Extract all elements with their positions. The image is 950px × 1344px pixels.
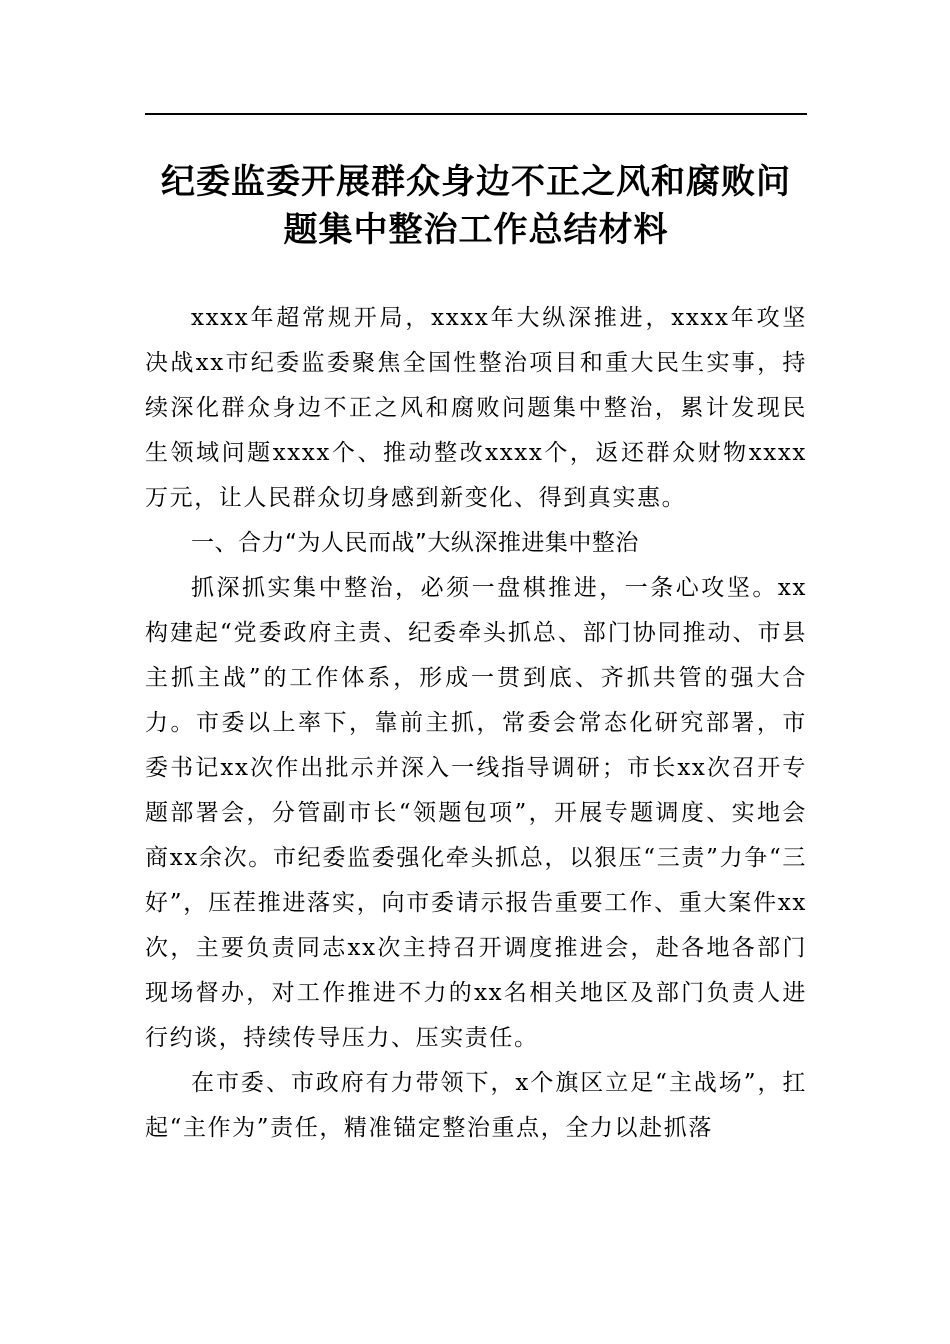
document-title [145, 158, 807, 254]
title-line-1: 纪委监委开展群众身边不正之风和腐败问 [161, 162, 791, 202]
section-1-paragraph-1: 抓深抓实集中整治，必须一盘棋推进，一条心攻坚。xx构建起“党委政府主责、纪委牵头抓总、部门协同推动、市县主抓主战”的工作体系，形成一贯到底、齐抓共管的强大合力。市委以上率下，靠前主抓，常委会常态化研究部署，市委书记xx次作出批示并深入一线指导调研；市长xx次召开专题部署会，分管副市长“领题包项”，开展专题调度、实地会商xx余次。市纪委监委强化牵头抓总，以狠压“三责”力争“三好”，压茬推进落实，向市委请示报告重要工作、重大案件xx次，主要负责同志xx次主持召开调度推进会，赴各地各部门现场督办，对工作推进不力的xx名相关地区及部门负责人进行约谈，持续传导压力、压实责任。 [145, 575, 807, 1051]
title-line-2: 题集中整治工作总结材料 [283, 210, 669, 250]
intro-paragraph: xxxx年超常规开局，xxxx年大纵深推进，xxxx年攻坚决战xx市纪委监委聚焦全国性整治项目和重大民生实事，持续深化群众身边不正之风和腐败问题集中整治，累计发现民生领域问题xxxx个、推动整改xxxx个，返还群众财物xxxx万元，让人民群众切身感到新变化、得到真实惠。 [145, 305, 807, 511]
section-1-heading: 一、合力“为人民而战”大纵深推进集中整治 [191, 530, 639, 556]
section-1-paragraph-2: 在市委、市政府有力带领下，x个旗区立足“主战场”，扛起“主作为”责任，精准锚定整治重点，全力以赴抓落 [145, 1070, 807, 1141]
document-body [145, 296, 807, 1151]
header-rule [145, 113, 807, 115]
